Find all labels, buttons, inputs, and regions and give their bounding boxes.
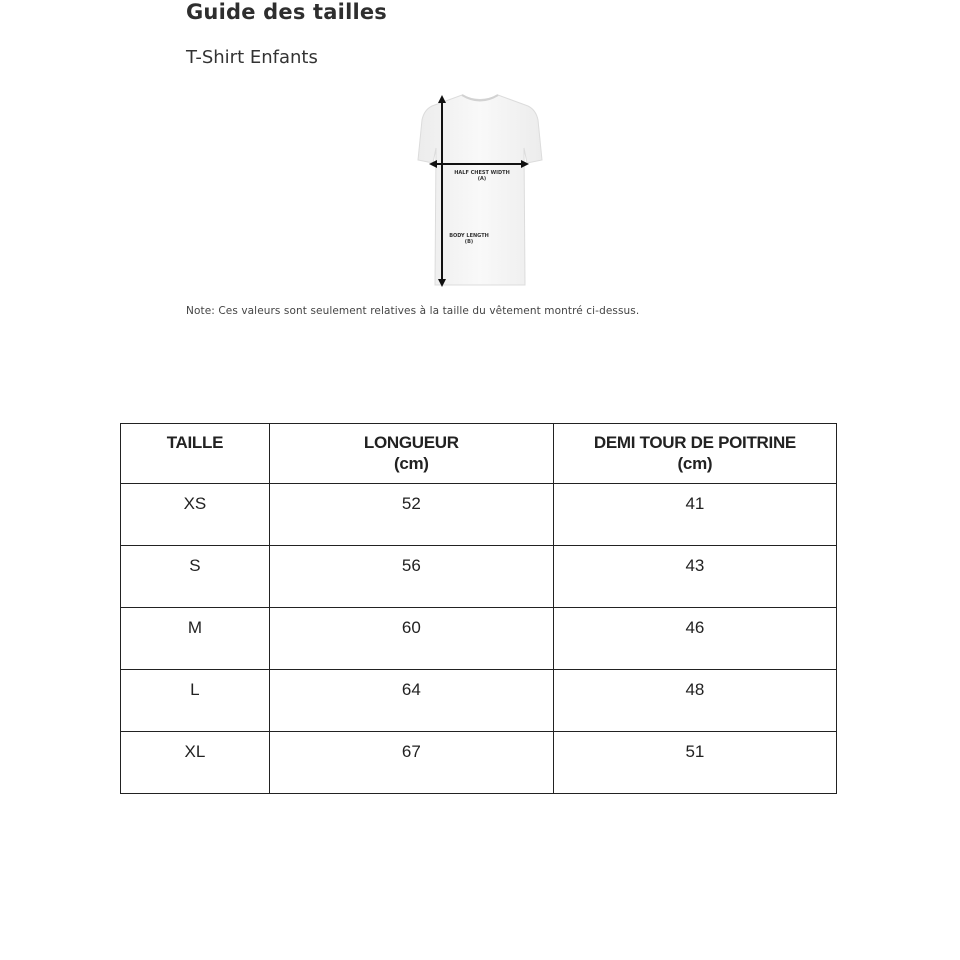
header-chest-label: DEMI TOUR DE POITRINE: [593, 433, 796, 452]
header-chest-unit: (cm): [677, 454, 713, 473]
cell-length: 64: [269, 670, 553, 732]
table-row: [121, 670, 837, 732]
header-length-unit: (cm): [393, 454, 429, 473]
cell-chest: 48: [553, 670, 836, 732]
header-size-label: TAILLE: [166, 433, 224, 452]
tshirt-shape: [418, 95, 542, 285]
table-row: [121, 732, 837, 794]
length-label: BODY LENGTH: [449, 233, 489, 239]
table-header-row: [121, 424, 837, 484]
cell-size: L: [121, 670, 270, 732]
table-row: [121, 608, 837, 670]
cell-chest: 41: [553, 484, 836, 546]
cell-length: 67: [269, 732, 553, 794]
cell-chest: 51: [553, 732, 836, 794]
header-length: [269, 424, 553, 484]
size-note: Note: Ces valeurs sont seulement relatives à la taille du vêtement montré ci-dessus.: [186, 305, 640, 317]
cell-size: S: [121, 546, 270, 608]
cell-length: 60: [269, 608, 553, 670]
table-row: [121, 546, 837, 608]
tshirt-diagram: [400, 90, 560, 295]
header-length-label: LONGUEUR: [363, 433, 459, 452]
chest-label-letter: (A): [477, 176, 487, 182]
header-size: [121, 424, 270, 484]
page-title: Guide des tailles: [186, 0, 388, 24]
tshirt-measurement-figure: [400, 90, 560, 295]
size-table: [120, 423, 837, 794]
cell-length: 56: [269, 546, 553, 608]
cell-chest: 43: [553, 546, 836, 608]
cell-size: XL: [121, 732, 270, 794]
chest-label: HALF CHEST WIDTH: [454, 170, 510, 176]
cell-size: M: [121, 608, 270, 670]
table-row: [121, 484, 837, 546]
cell-size: XS: [121, 484, 270, 546]
length-label-letter: (B): [464, 239, 474, 245]
cell-length: 52: [269, 484, 553, 546]
product-title: T-Shirt Enfants: [186, 47, 318, 68]
header-chest: [553, 424, 836, 484]
cell-chest: 46: [553, 608, 836, 670]
